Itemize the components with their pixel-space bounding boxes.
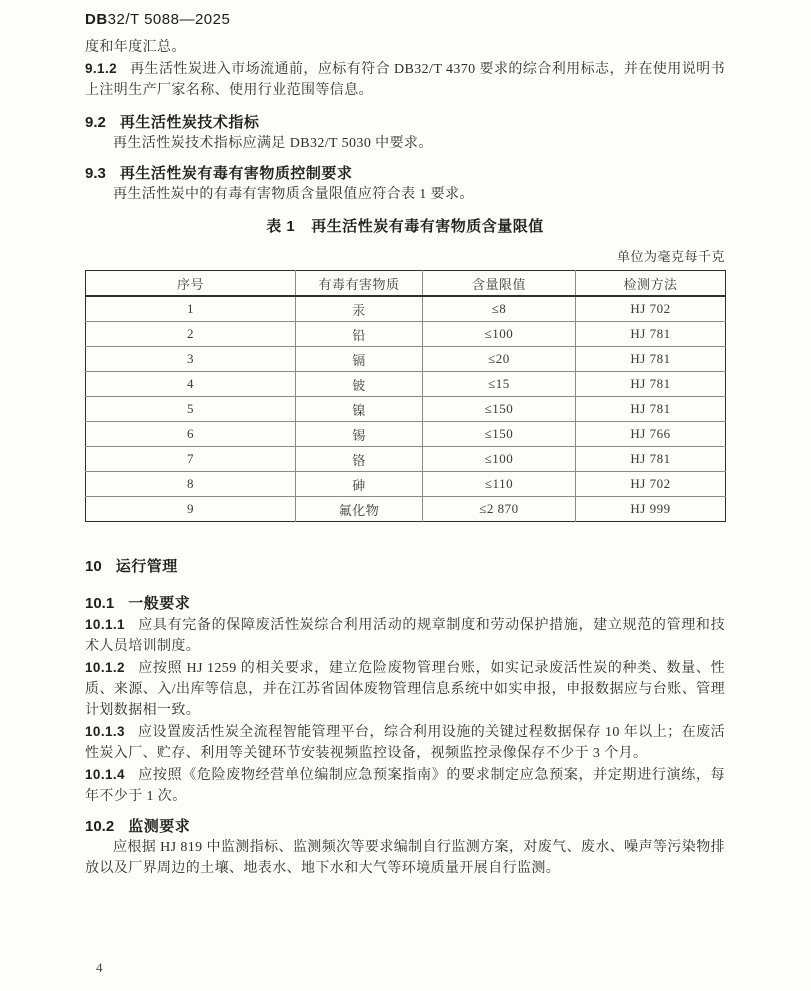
table-cell: HJ 781 <box>576 322 726 347</box>
clause-10-1-2 <box>85 657 725 721</box>
table-cell: 9 <box>86 497 296 522</box>
table1-caption <box>85 216 725 237</box>
table-cell: 氟化物 <box>296 497 423 522</box>
clause-text: 应按照 HJ 1259 的相关要求，建立危险废物管理台账，如实记录废活性炭的种类、数量、性质、来源、入/出库等信息，并在江苏省固体废物管理信息系统中如实申报，申报数据应与台账、管理计划数据相一致。 <box>85 661 725 718</box>
heading-number: 9.3 <box>85 165 106 182</box>
table1-unit-note: 单位为毫克每千克 <box>616 249 725 264</box>
heading-number: 10.2 <box>85 818 115 835</box>
table-cell: HJ 999 <box>576 497 726 522</box>
paragraph-9-3: 再生活性炭中的有毒有害物质含量限值应符合表 1 要求。 <box>113 187 474 202</box>
clause-number: 10.1.3 <box>85 724 125 739</box>
table-cell: ≤110 <box>423 472 576 497</box>
heading-number: 10 <box>85 558 102 575</box>
table-cell: HJ 781 <box>576 372 726 397</box>
table-row <box>86 422 726 447</box>
table-cell: ≤15 <box>423 372 576 397</box>
table-column-header: 含量限值 <box>423 271 576 297</box>
table-cell: 铅 <box>296 322 423 347</box>
table-column-header: 序号 <box>86 271 296 297</box>
table-cell: ≤100 <box>423 322 576 347</box>
table-cell: HJ 781 <box>576 447 726 472</box>
table-row <box>86 322 726 347</box>
table-column-header: 检测方法 <box>576 271 726 297</box>
paragraph-10-2: 应根据 HJ 819 中监测指标、监测频次等要求编制自行监测方案，对废气、废水、噪声等污染物排放以及厂界周边的土壤、地表水、地下水和大气等环境质量开展自行监测。 <box>85 840 725 876</box>
table-cell: 8 <box>86 472 296 497</box>
table-cell: 2 <box>86 322 296 347</box>
table-cell: 6 <box>86 422 296 447</box>
heading-title: 再生活性炭有毒有害物质控制要求 <box>119 165 353 182</box>
clause-9-1-2 <box>85 58 725 101</box>
table-cell: 汞 <box>296 296 423 322</box>
standard-code-prefix: DB <box>85 11 108 28</box>
table-cell: 锡 <box>296 422 423 447</box>
heading-title: 一般要求 <box>128 595 191 612</box>
table-row <box>86 397 726 422</box>
table-cell: ≤150 <box>423 422 576 447</box>
table-row <box>86 347 726 372</box>
table-row <box>86 447 726 472</box>
table-cell: 4 <box>86 372 296 397</box>
table-cell: 3 <box>86 347 296 372</box>
table-cell: HJ 702 <box>576 472 726 497</box>
table-cell: ≤20 <box>423 347 576 372</box>
table-row <box>86 296 726 322</box>
table-column-header: 有毒有害物质 <box>296 271 423 297</box>
table-cell: 7 <box>86 447 296 472</box>
heading-10-2 <box>85 816 725 837</box>
table-cell: HJ 781 <box>576 397 726 422</box>
table-cell: 1 <box>187 301 194 316</box>
table-cell: 砷 <box>296 472 423 497</box>
carryover-paragraph: 度和年度汇总。 <box>85 40 186 55</box>
clause-number: 10.1.4 <box>85 767 125 782</box>
standard-code-number: 32/T 5088—2025 <box>107 11 231 28</box>
table-cell: 镍 <box>296 397 423 422</box>
table1-caption-title: 再生活性炭有毒有害物质含量限值 <box>311 218 544 235</box>
table-cell: ≤100 <box>423 447 576 472</box>
table-cell: 铬 <box>296 447 423 472</box>
table1-body <box>86 296 726 522</box>
page-number: 4 <box>96 960 103 975</box>
table-header-row <box>86 271 726 297</box>
table-cell: HJ 702 <box>576 296 726 322</box>
clause-text: 应按照《危险废物经营单位编制应急预案指南》的要求制定应急预案，并定期进行演练，每年不少于 1 次。 <box>85 768 725 804</box>
table-cell: ≤2 870 <box>423 497 576 522</box>
heading-title: 运行管理 <box>115 558 178 575</box>
table1-caption-label: 表 1 <box>266 218 296 235</box>
table-row <box>86 472 726 497</box>
paragraph-9-2: 再生活性炭技术指标应满足 DB32/T 5030 中要求。 <box>113 136 433 151</box>
clause-number: 10.1.2 <box>85 660 125 675</box>
heading-9-2 <box>85 112 725 133</box>
clause-text: 再生活性炭进入市场流通前，应标有符合 DB32/T 4370 要求的综合利用标志，并在使用说明书上注明生产厂家名称、使用行业范围等信息。 <box>85 62 725 98</box>
table-row <box>86 372 726 397</box>
clause-number: 10.1.1 <box>85 617 125 632</box>
table-cell: 5 <box>86 397 296 422</box>
table-cell: HJ 766 <box>576 422 726 447</box>
table-row <box>86 497 726 522</box>
clause-10-1-1 <box>85 614 725 657</box>
heading-number: 10.1 <box>85 595 115 612</box>
heading-number: 9.2 <box>85 114 106 131</box>
heading-title: 再生活性炭技术指标 <box>119 114 260 131</box>
table-cell: ≤8 <box>423 296 576 322</box>
heading-10-1 <box>85 593 725 614</box>
table-cell: 铍 <box>296 372 423 397</box>
clause-10-1-3 <box>85 721 725 764</box>
table-cell: ≤150 <box>423 397 576 422</box>
table-cell: 镉 <box>296 347 423 372</box>
page-body <box>85 0 725 879</box>
heading-9-3 <box>85 163 725 184</box>
table-cell: HJ 781 <box>576 347 726 372</box>
clause-number: 9.1.2 <box>85 61 118 76</box>
clause-text: 应具有完备的保障废活性炭综合利用活动的规章制度和劳动保护措施，建立规范的管理和技术人员培训制度。 <box>85 618 725 654</box>
toxic-substance-limits-table <box>85 270 726 522</box>
clause-text: 应设置废活性炭全流程智能管理平台，综合利用设施的关键过程数据保存 10 年以上；在废活性炭入厂、贮存、利用等关键环节安装视频监控设备，视频监控录像保存不少于 3 个月。 <box>85 725 725 761</box>
heading-10 <box>85 556 725 577</box>
heading-title: 监测要求 <box>128 818 191 835</box>
clause-10-1-4 <box>85 764 725 807</box>
